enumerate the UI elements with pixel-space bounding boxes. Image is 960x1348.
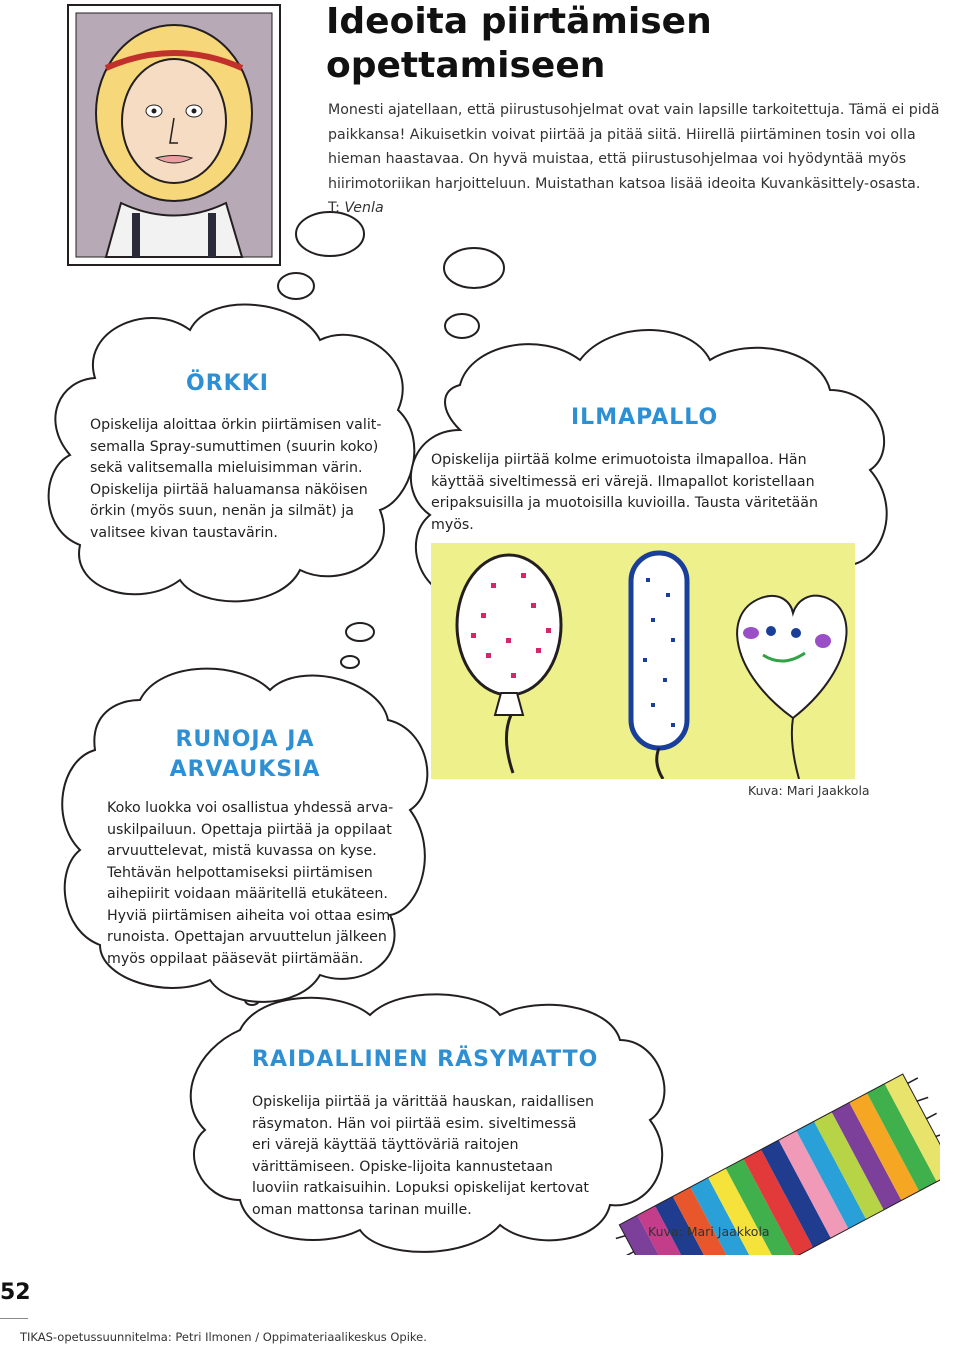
page-number-divider (0, 1318, 28, 1319)
page-title-line-1: Ideoita piirtämisen (326, 1, 712, 42)
runoja-heading-line-2: ARVAUKSIA (169, 757, 321, 782)
raidallinen-text: Opiskelija piirtää ja värittää hauskan, raidallisen räsymaton. Hän voi piirtää esim. siveltimessä eri värejä käyttää täyttöväriä raitojen värittämiseen. Opiske-lijoita kannustetaan luoviin ratkaisuihin. Lopuksi opiskelijat kertovat oman mattonsa tarinan muille. (252, 1094, 595, 1218)
orkki-text: Opiskelija aloittaa örkin piirtämisen valit-semalla Spray-sumuttimen (suurin koko) sekä valitsemalla mieluisimman värin. Opiskelija piirtää haluamansa näköisen örkin (myös suun, nenän ja silmät) ja valitsee kivan taustavärin. (90, 417, 382, 541)
author-name: Venla (344, 200, 384, 216)
author-prefix: T: (328, 200, 345, 216)
thought-bubble-6 (346, 623, 374, 641)
orkki-heading: ÖRKKI (186, 371, 269, 396)
ilmapallo-text: Opiskelija piirtää kolme erimuotoista ilmapalloa. Hän käyttää siveltimessä eri värejä. Ilmapallot koristellaan eripaksuisilla ja muotoisilla kuvioilla. Tausta väritetään myös. (431, 452, 818, 533)
thought-bubble-2 (278, 273, 314, 299)
page-title-line-2: opettamiseen (326, 45, 606, 86)
thought-bubble-5 (445, 314, 479, 338)
raidallinen-credit: Kuva: Mari Jaakkola (648, 1224, 770, 1239)
intro-text (328, 98, 943, 221)
runoja-text: Koko luokka voi osallistua yhdessä arva-uskilpailuun. Opettaja piirtää ja oppilaat arvuuttelevat, mistä kuvassa on kyse. Tehtävän helpottamiseksi piirtämisen aihepiirit voidaan määritellä etukäteen. Hyviä piirtämisen aiheita voi ottaa esim. runoista. Opettajan arvuuttelun jälkeen myös oppilaat pääsevät piirtämään. (107, 800, 395, 967)
intro-paragraph: Monesti ajatellaan, että piirustusohjelmat ovat vain lapsille tarkoitettuja. Tämä ei pidä paikkansa! Aikuisetkin voivat piirtää ja pitää siitä. Hiirellä piirtäminen tosin voi olla hieman haastavaa. On hyvä muistaa, että piirustusohjelmaa voi hyödyntää myös hiirimotoriikan harjoitteluun. Muistathan katsoa lisää ideoita Kuvankäsittely-osasta. (328, 102, 940, 192)
thought-bubble-7 (341, 656, 359, 668)
raidallinen-heading: RAIDALLINEN RÄSYMATTO (252, 1047, 599, 1072)
ilmapallo-credit: Kuva: Mari Jaakkola (748, 783, 870, 798)
runoja-heading (160, 725, 330, 785)
balloon-picture (431, 543, 855, 779)
portrait-illustration (66, 3, 282, 267)
thought-bubble-4 (444, 248, 504, 288)
page-title (326, 0, 926, 88)
runoja-heading-line-1: RUNOJA JA (175, 727, 315, 752)
ilmapallo-heading: ILMAPALLO (571, 405, 719, 430)
page-number: 52 (0, 1280, 31, 1305)
author-line (328, 196, 943, 221)
footer-credits: TIKAS-opetussuunnitelma: Petri Ilmonen / Oppimateriaalikeskus Opike. (20, 1330, 427, 1344)
